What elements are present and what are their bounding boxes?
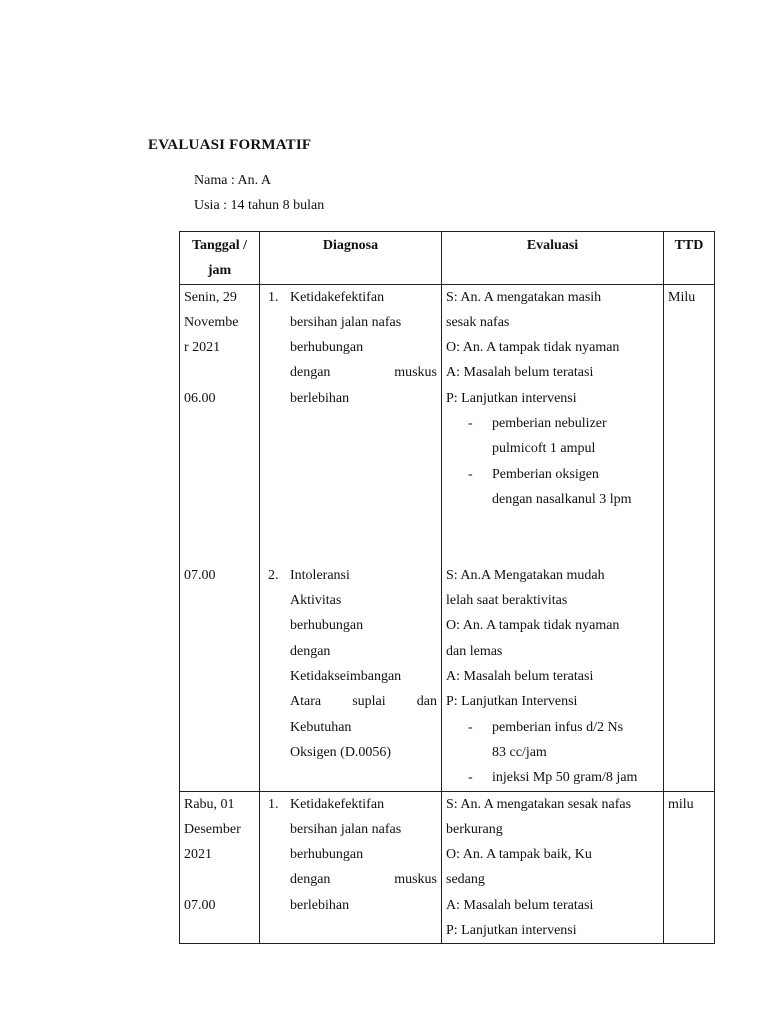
patient-name: Nama : An. A [194,173,271,188]
signature: milu [668,796,694,812]
cell-ttd [664,791,715,944]
signature: Milu [668,289,696,305]
diagnosis-item: 1. Ketidakefektifan bersihan jalan nafas berhubungan dengan muskus berlebihan [268,796,437,913]
cell-diagnosa [260,791,442,944]
evaluation-table [179,231,715,944]
time-value: 07.00 [184,897,216,913]
document-title: EVALUASI FORMATIF [148,137,312,153]
table-header-row [180,232,715,285]
time-value: 06.00 [184,390,216,406]
cell-evaluasi: S: An. A mengatakan sesak nafas berkurang O: An. A tampak baik, Ku sedang A: Masalah belum teratasi P: Lanjutkan intervensi [442,791,664,944]
cell-tanggal: Rabu, 01 Desember 2021 07.00 [180,791,260,944]
cell-ttd [664,284,715,791]
intervention-item: - pemberian infus d/2 Ns 83 cc/jam [468,719,624,760]
cell-diagnosa [260,284,442,791]
diagnosis-item: 2. Intoleransi Aktivitas berhubungan dengan Ketidakseimbangan Atara suplai dan Kebutuhan Oksigen (D.0056) [268,567,437,760]
header-diagnosa: Diagnosa [260,232,442,285]
cell-evaluasi: S: An. A mengatakan masih sesak nafas O: An. A tampak tidak nyaman A: Masalah belum teratasi P: Lanjutkan intervensi - pemberian nebulizer pulmicoft 1 ampul - Pemberian oksigen dengan nasalkanul 3 lpm S: An.A Mengatakan mudah lelah saat beraktivitas O: An. A tampak tidak nyaman dan lemas A: Masalah belum teratasi P: Lanjutkan Intervensi - pemberian infus d/2 Ns 83 cc/jam - injeksi Mp 50 gram/8 jam [442,284,664,791]
table-row [180,791,715,944]
header-tanggal: Tanggal / jam [180,232,260,285]
header-ttd: TTD [664,232,715,285]
patient-age: Usia : 14 tahun 8 bulan [194,198,325,213]
table-row [180,284,715,791]
intervention-item: - Pemberian oksigen dengan nasalkanul 3 lpm [468,466,632,507]
time-value: 07.00 [184,567,216,583]
diagnosis-item: 1. Ketidakefektifan bersihan jalan nafas berhubungan dengan muskus berlebihan [268,289,437,406]
header-evaluasi: Evaluasi [442,232,664,285]
cell-tanggal: Senin, 29 Novembe r 2021 06.00 07.00 [180,284,260,791]
intervention-item: - injeksi Mp 50 gram/8 jam [468,770,638,786]
intervention-item: - pemberian nebulizer pulmicoft 1 ampul [468,416,607,457]
